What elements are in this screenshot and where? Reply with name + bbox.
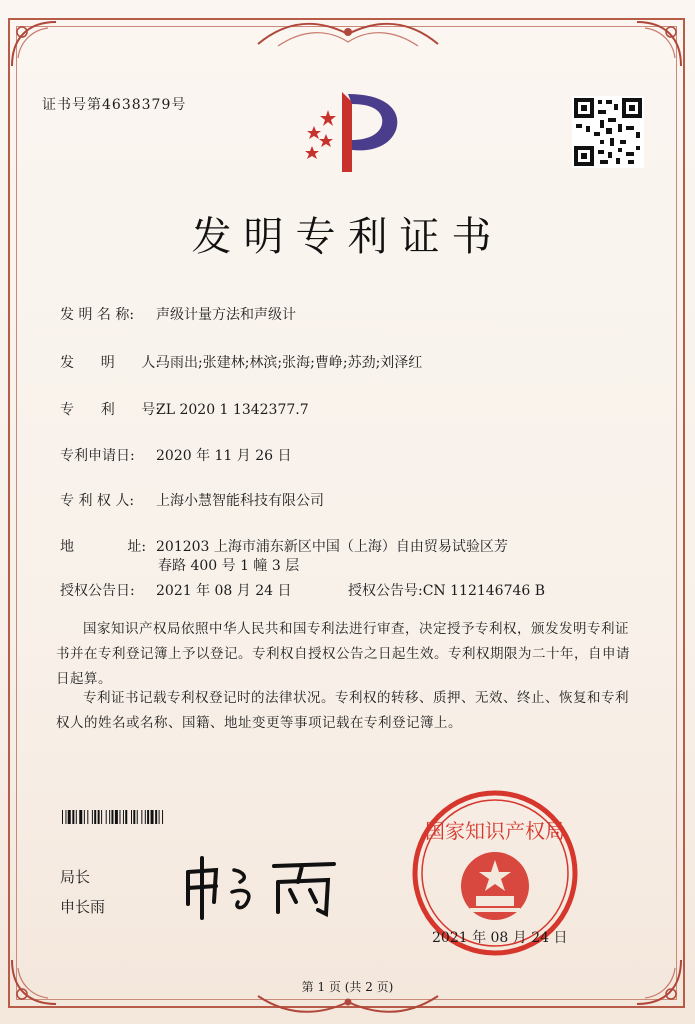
barcode-bar: [115, 810, 118, 824]
patent-number-value: ZL 2020 1 1342377.7: [156, 402, 309, 418]
barcode-bar: [109, 810, 110, 824]
barcode-bar: [72, 810, 74, 824]
grant-date-label: 授权公告日:: [60, 583, 135, 599]
field-patentee: [60, 490, 324, 510]
grant-number-label: 授权公告号:: [348, 583, 423, 599]
top-ornament: [248, 14, 448, 54]
corner-ornament-top-left: [8, 18, 60, 70]
director-name: 申长雨: [60, 898, 106, 916]
patent-number-label: 专 利 号:: [60, 402, 161, 418]
director-title: 局长: [60, 868, 91, 886]
corner-ornament-top-right: [633, 18, 685, 70]
barcode-bar: [84, 810, 85, 824]
seal-text: 国家知识产权局: [425, 819, 565, 843]
body-paragraph-2: 专利证书记载专利权登记时的法律状况。专利权的转移、质押、无效、终止、恢复和专利权人的姓名或名称、国籍、地址变更等事项记载在专利登记簿上。: [56, 690, 629, 731]
barcode-bar: [101, 810, 102, 824]
barcode-bar: [79, 810, 82, 824]
barcode-bar: [162, 810, 163, 824]
page-number: 第 1 页 (共 2 页): [301, 980, 394, 994]
barcode-bar: [155, 810, 157, 824]
cnipa-logo-icon: [292, 88, 406, 178]
barcode-bar: [133, 810, 135, 824]
field-grant-date: [60, 580, 292, 600]
field-filing-date: [60, 445, 292, 465]
barcode-bar: [131, 810, 132, 824]
barcode-bar: [62, 810, 63, 824]
barcode-bar: [94, 810, 96, 824]
invention-name-value: 声级计量方法和声级计: [156, 307, 296, 323]
barcode-bar: [147, 810, 149, 824]
grant-number-value: CN 112146746 B: [422, 583, 546, 599]
seal-date: 2021 年 08 月 24 日: [432, 930, 568, 946]
barcode-bar: [125, 810, 127, 824]
barcode-bar: [98, 810, 100, 824]
address-line1: 201203 上海市浦东新区中国（上海）自由贸易试验区芳: [156, 539, 508, 555]
barcode-bar: [120, 810, 121, 824]
patentee-value: 上海小慧智能科技有限公司: [156, 493, 324, 509]
director-signature: [178, 852, 348, 922]
field-inventors: [60, 352, 422, 372]
barcode-bar: [151, 810, 154, 824]
barcode-bar: [111, 810, 113, 824]
barcode-bar: [65, 810, 66, 824]
barcode-bar: [92, 810, 93, 824]
field-patent-number: [60, 399, 309, 419]
barcode-icon: [62, 810, 242, 824]
barcode-bar: [159, 810, 160, 824]
barcode-bar: [137, 810, 138, 824]
field-address: [60, 536, 508, 556]
inventors-value: 马雨出;张建林;林滨;张海;曹峥;苏劲;刘泽红: [156, 355, 423, 371]
filing-date-value: 2020 年 11 月 26 日: [156, 448, 292, 464]
certificate-number: 证书号第4638379号: [42, 97, 187, 113]
body-paragraph-1: 国家知识产权局依照中华人民共和国专利法进行审查，决定授予专利权，颁发发明专利证书并在专利登记簿上予以登记。专利权自授权公告之日起生效。专利权期限为二十年，自申请日起算。: [56, 621, 630, 687]
filing-date-label: 专利申请日:: [60, 448, 135, 464]
barcode-bar: [141, 810, 142, 824]
barcode-bar: [123, 810, 124, 824]
invention-name-label: 发 明 名 称:: [60, 307, 135, 323]
field-grant-number: [348, 580, 545, 600]
barcode-bar: [68, 810, 71, 824]
barcode-bar: [87, 810, 88, 824]
qr-code-icon: [572, 96, 644, 168]
inventors-label: 发 明 人:: [60, 355, 161, 371]
address-label: 地 址:: [60, 539, 147, 555]
address-line2: 春路 400 号 1 幢 3 层: [158, 558, 300, 574]
grant-date-value: 2021 年 08 月 24 日: [156, 583, 292, 599]
barcode-bar: [106, 810, 107, 824]
certificate-title: 发明专利证书: [191, 214, 504, 260]
barcode-bar: [76, 810, 77, 824]
barcode-bar: [145, 810, 146, 824]
patentee-label: 专 利 权 人:: [60, 493, 135, 509]
field-invention-name: [60, 304, 296, 324]
